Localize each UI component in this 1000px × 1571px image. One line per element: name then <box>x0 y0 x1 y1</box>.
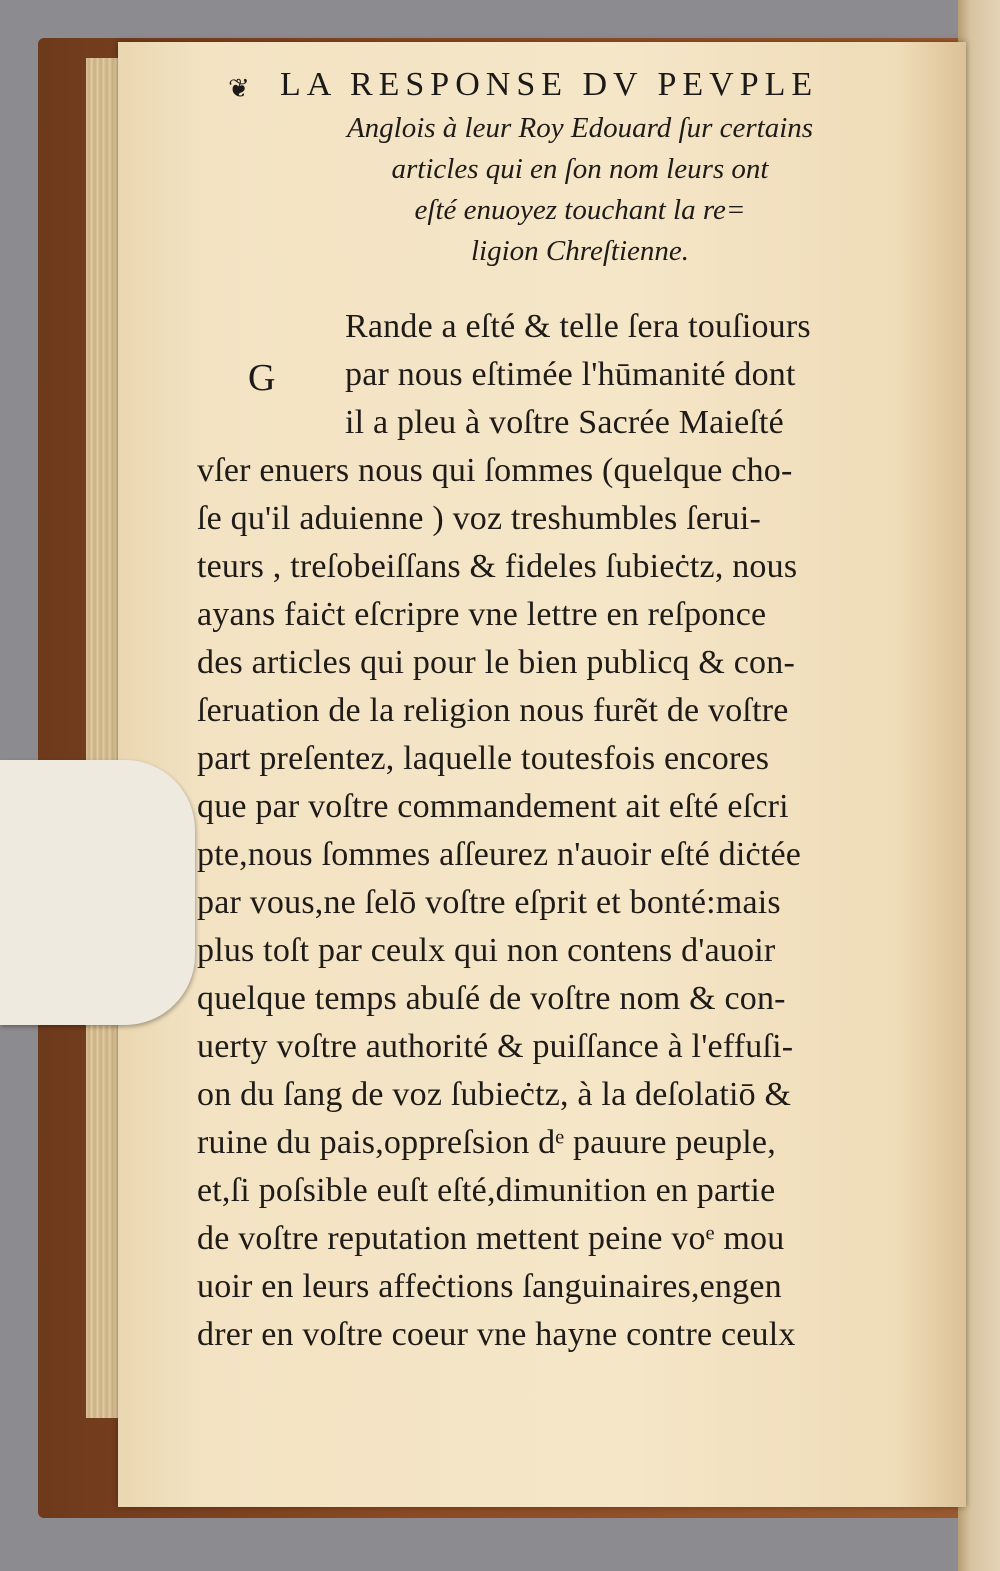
body-line: de voſtre reputation mettent peine voᵉ mou <box>197 1220 785 1257</box>
body-line: par nous eſtimée l'hūmanité dont <box>345 356 796 393</box>
body-line: par vous,ne ſelō voſtre eſprit et bonté:mais <box>197 884 781 921</box>
body-line: drer en voſtre coeur vne hayne contre ceulx <box>197 1316 796 1353</box>
body-line: pte,nous ſommes aſſeurez n'auoir eſté diċtée <box>197 836 802 873</box>
body-line: uerty voſtre authorité & puiſſance à l'effuſi- <box>197 1028 794 1065</box>
body-line: des articles qui pour le bien publicq & con- <box>197 644 795 681</box>
body-line: ayans faiċt eſcripre vne lettre en reſponce <box>197 596 767 633</box>
fleuron-icon: ❦ <box>228 74 250 103</box>
body-line: ruine du pais,oppreſsion dᵉ pauure peuple, <box>197 1124 776 1161</box>
body-line: teurs , treſobeiſſans & fideles ſubieċtz, nous <box>197 548 798 585</box>
body-line: ſe qu'il aduienne ) voz treshumbles ſerui- <box>197 500 762 537</box>
body-line: vſer enuers nous qui ſommes (quelque cho- <box>197 452 793 489</box>
subtitle-line: articles qui en ſon nom leurs ont <box>391 153 769 185</box>
subtitle-line: eſté enuoyez touchant la re= <box>414 194 746 226</box>
drop-cap: G <box>248 357 276 399</box>
body-line: plus toſt par ceulx qui non contens d'auoir <box>197 932 776 969</box>
subtitle-line: Anglois à leur Roy Edouard ſur certains <box>346 112 814 144</box>
body-line: on du ſang de voz ſubieċtz, à la deſolatiō & <box>197 1076 792 1113</box>
page-clip <box>0 760 195 1025</box>
body-line: et,ſi poſsible euſt eſté,dimunition en partie <box>197 1172 776 1209</box>
body-line: ſeruation de la religion nous furẽt de voſtre <box>197 692 789 729</box>
body-line: part preſentez, laquelle toutesfois encores <box>197 740 770 777</box>
subtitle <box>250 108 910 272</box>
subtitle-line: ligion Chreſtienne. <box>470 235 689 267</box>
body-line: uoir en leurs affeċtions ſanguinaires,engen <box>197 1268 782 1305</box>
body-line: Rande a eſté & telle ſera touſiours <box>345 308 811 345</box>
page-heading: LA RESPONSE DV PEVPLE <box>280 66 819 103</box>
body-line: quelque temps abuſé de voſtre nom & con- <box>197 980 786 1017</box>
body-line: il a pleu à voſtre Sacrée Maieſté <box>345 404 784 441</box>
body-line: que par voſtre commandement ait eſté eſcri <box>197 788 789 825</box>
